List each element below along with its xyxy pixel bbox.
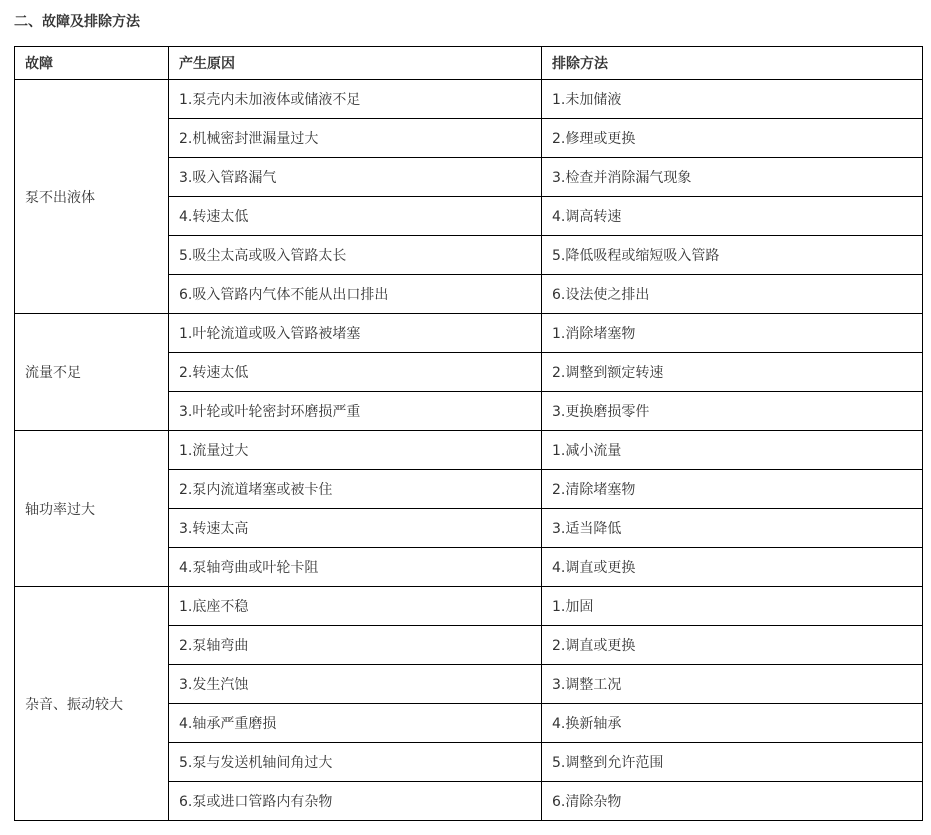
cause-cell: 1.叶轮流道或吸入管路被堵塞 (169, 314, 542, 353)
solution-cell: 4.换新轴承 (542, 704, 923, 743)
cause-cell: 2.机械密封泄漏量过大 (169, 119, 542, 158)
solution-cell: 2.调直或更换 (542, 626, 923, 665)
solution-cell: 1.减小流量 (542, 431, 923, 470)
solution-cell: 3.更换磨损零件 (542, 392, 923, 431)
cause-cell: 2.泵轴弯曲 (169, 626, 542, 665)
fault-cell-noise-vibration: 杂音、振动较大 (15, 587, 169, 821)
cause-cell: 3.发生汽蚀 (169, 665, 542, 704)
solution-cell: 3.调整工况 (542, 665, 923, 704)
cause-cell: 2.泵内流道堵塞或被卡住 (169, 470, 542, 509)
solution-cell: 2.调整到额定转速 (542, 353, 923, 392)
cause-cell: 6.吸入管路内气体不能从出口排出 (169, 275, 542, 314)
table-row (15, 587, 923, 626)
cause-cell: 6.泵或进口管路内有杂物 (169, 782, 542, 821)
solution-cell: 5.调整到允许范围 (542, 743, 923, 782)
solution-cell: 1.加固 (542, 587, 923, 626)
cause-cell: 1.泵壳内未加液体或储液不足 (169, 80, 542, 119)
solution-cell: 2.修理或更换 (542, 119, 923, 158)
solution-cell: 4.调高转速 (542, 197, 923, 236)
cause-cell: 5.泵与发送机轴间角过大 (169, 743, 542, 782)
table-row (15, 80, 923, 119)
table-row (15, 314, 923, 353)
cause-cell: 4.泵轴弯曲或叶轮卡阻 (169, 548, 542, 587)
solution-cell: 1.未加储液 (542, 80, 923, 119)
cause-cell: 1.底座不稳 (169, 587, 542, 626)
header-row (15, 47, 923, 80)
fault-cell-pump-no-liquid: 泵不出液体 (15, 80, 169, 314)
header-cause: 产生原因 (169, 47, 542, 80)
cause-cell: 3.吸入管路漏气 (169, 158, 542, 197)
cause-cell: 3.叶轮或叶轮密封环磨损严重 (169, 392, 542, 431)
solution-cell: 3.检查并消除漏气现象 (542, 158, 923, 197)
cause-cell: 4.轴承严重磨损 (169, 704, 542, 743)
solution-cell: 4.调直或更换 (542, 548, 923, 587)
solution-cell: 6.设法使之排出 (542, 275, 923, 314)
cause-cell: 2.转速太低 (169, 353, 542, 392)
cause-cell: 1.流量过大 (169, 431, 542, 470)
solution-cell: 5.降低吸程或缩短吸入管路 (542, 236, 923, 275)
header-solution: 排除方法 (542, 47, 923, 80)
solution-cell: 6.清除杂物 (542, 782, 923, 821)
table-row (15, 431, 923, 470)
cause-cell: 4.转速太低 (169, 197, 542, 236)
cause-cell: 5.吸尘太高或吸入管路太长 (169, 236, 542, 275)
troubleshooting-table (14, 46, 923, 821)
solution-cell: 3.适当降低 (542, 509, 923, 548)
fault-cell-low-flow: 流量不足 (15, 314, 169, 431)
cause-cell: 3.转速太高 (169, 509, 542, 548)
solution-cell: 2.清除堵塞物 (542, 470, 923, 509)
header-fault: 故障 (15, 47, 169, 80)
page-title: 二、故障及排除方法 (14, 14, 140, 30)
fault-cell-shaft-power: 轴功率过大 (15, 431, 169, 587)
solution-cell: 1.消除堵塞物 (542, 314, 923, 353)
